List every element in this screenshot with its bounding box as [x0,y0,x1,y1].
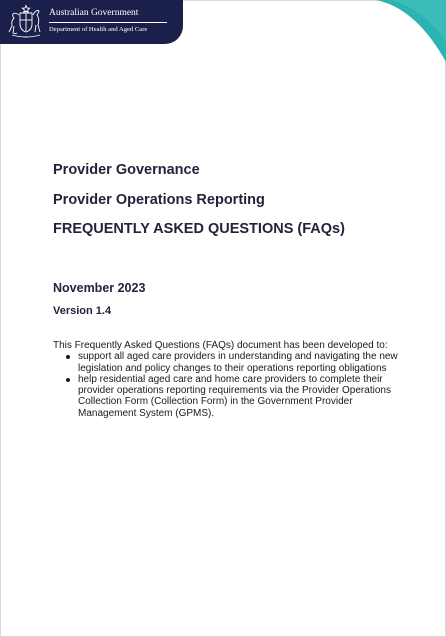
document-date: November 2023 [53,281,146,295]
title-provider-governance: Provider Governance [53,162,200,178]
government-name: Australian Government [49,8,139,18]
department-name: Department of Health and Aged Care [49,26,148,33]
bullet-item: help residential aged care and home care providers to complete their provider operations reporting requirements via the Provider Operations Collection Form (Collection Form) in the Government Provider Management System (GPMS). [78,374,413,419]
title-operations-reporting: Provider Operations Reporting [53,192,265,208]
document-version: Version 1.4 [53,305,112,317]
banner-divider [49,22,167,23]
corner-swoosh-decoration [356,0,446,70]
coat-of-arms-icon [6,4,46,40]
intro-bullet-list [53,351,413,419]
intro-section [53,340,413,419]
government-banner [0,0,183,44]
title-faqs: FREQUENTLY ASKED QUESTIONS (FAQs) [53,221,345,237]
intro-lead: This Frequently Asked Questions (FAQs) document has been developed to: [53,340,388,351]
bullet-item: support all aged care providers in understanding and navigating the new legislation and policy changes to their operations reporting obligations [78,351,413,374]
